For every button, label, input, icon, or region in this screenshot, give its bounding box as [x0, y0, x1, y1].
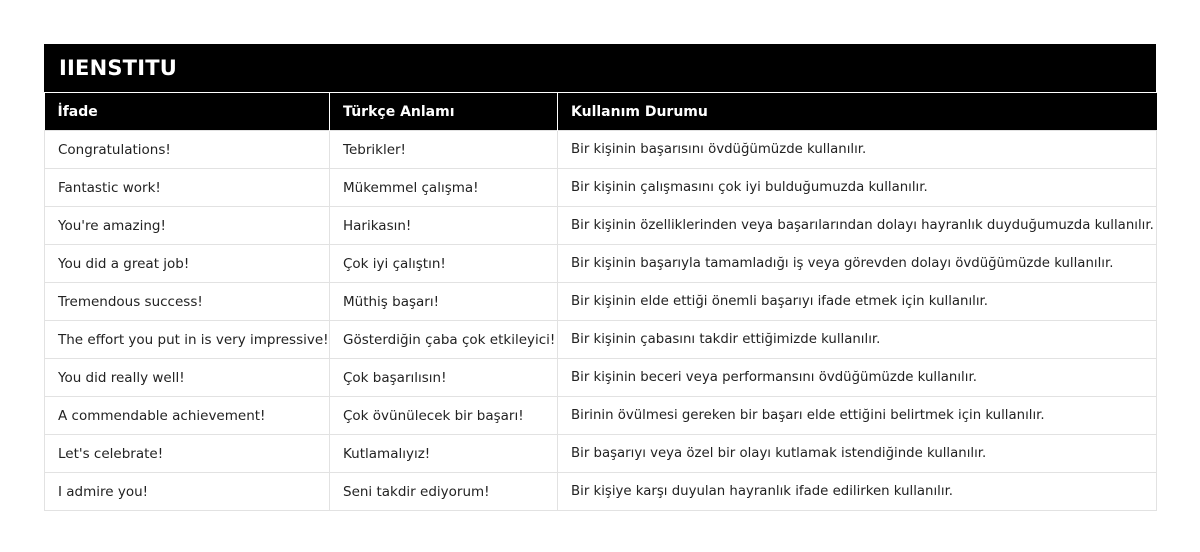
cell-phrase: The effort you put in is very impressive!: [45, 321, 330, 359]
table-row: [45, 245, 1157, 283]
cell-usage: Bir kişinin elde ettiği önemli başarıyı ifade etmek için kullanılır.: [558, 283, 1157, 321]
table-row: [45, 473, 1157, 511]
header-turkish-meaning: Türkçe Anlamı: [330, 93, 558, 131]
cell-usage: Bir kişinin özelliklerinden veya başarılarından dolayı hayranlık duyduğumuzda kullanılır.: [558, 207, 1157, 245]
cell-usage: Bir kişinin beceri veya performansını övdüğümüzde kullanılır.: [558, 359, 1157, 397]
cell-usage: Birinin övülmesi gereken bir başarı elde ettiğini belirtmek için kullanılır.: [558, 397, 1157, 435]
cell-turkish-meaning: Çok iyi çalıştın!: [330, 245, 558, 283]
cell-phrase: You're amazing!: [45, 207, 330, 245]
cell-usage: Bir kişiye karşı duyulan hayranlık ifade edilirken kullanılır.: [558, 473, 1157, 511]
cell-usage: Bir kişinin başarıyla tamamladığı iş veya görevden dolayı övdüğümüzde kullanılır.: [558, 245, 1157, 283]
cell-phrase: Fantastic work!: [45, 169, 330, 207]
table-row: [45, 359, 1157, 397]
brand-title: IIENSTITU: [44, 44, 1156, 92]
cell-usage: Bir başarıyı veya özel bir olayı kutlamak istendiğinde kullanılır.: [558, 435, 1157, 473]
table-row: [45, 131, 1157, 169]
cell-turkish-meaning: Harikasın!: [330, 207, 558, 245]
cell-turkish-meaning: Mükemmel çalışma!: [330, 169, 558, 207]
cell-turkish-meaning: Müthiş başarı!: [330, 283, 558, 321]
cell-usage: Bir kişinin çalışmasını çok iyi bulduğumuzda kullanılır.: [558, 169, 1157, 207]
cell-turkish-meaning: Gösterdiğin çaba çok etkileyici!: [330, 321, 558, 359]
phrase-table-container: [44, 44, 1156, 511]
table-row: [45, 321, 1157, 359]
cell-turkish-meaning: Çok övünülecek bir başarı!: [330, 397, 558, 435]
cell-phrase: Tremendous success!: [45, 283, 330, 321]
cell-phrase: Congratulations!: [45, 131, 330, 169]
table-row: [45, 283, 1157, 321]
table-row: [45, 435, 1157, 473]
cell-phrase: You did a great job!: [45, 245, 330, 283]
cell-phrase: Let's celebrate!: [45, 435, 330, 473]
cell-phrase: A commendable achievement!: [45, 397, 330, 435]
cell-usage: Bir kişinin başarısını övdüğümüzde kullanılır.: [558, 131, 1157, 169]
phrase-table: [44, 92, 1157, 511]
table-header-row: [45, 93, 1157, 131]
cell-turkish-meaning: Tebrikler!: [330, 131, 558, 169]
table-row: [45, 169, 1157, 207]
cell-phrase: I admire you!: [45, 473, 330, 511]
header-usage: Kullanım Durumu: [558, 93, 1157, 131]
cell-turkish-meaning: Kutlamalıyız!: [330, 435, 558, 473]
header-phrase: İfade: [45, 93, 330, 131]
cell-usage: Bir kişinin çabasını takdir ettiğimizde kullanılır.: [558, 321, 1157, 359]
cell-phrase: You did really well!: [45, 359, 330, 397]
cell-turkish-meaning: Seni takdir ediyorum!: [330, 473, 558, 511]
cell-turkish-meaning: Çok başarılısın!: [330, 359, 558, 397]
table-row: [45, 207, 1157, 245]
table-row: [45, 397, 1157, 435]
